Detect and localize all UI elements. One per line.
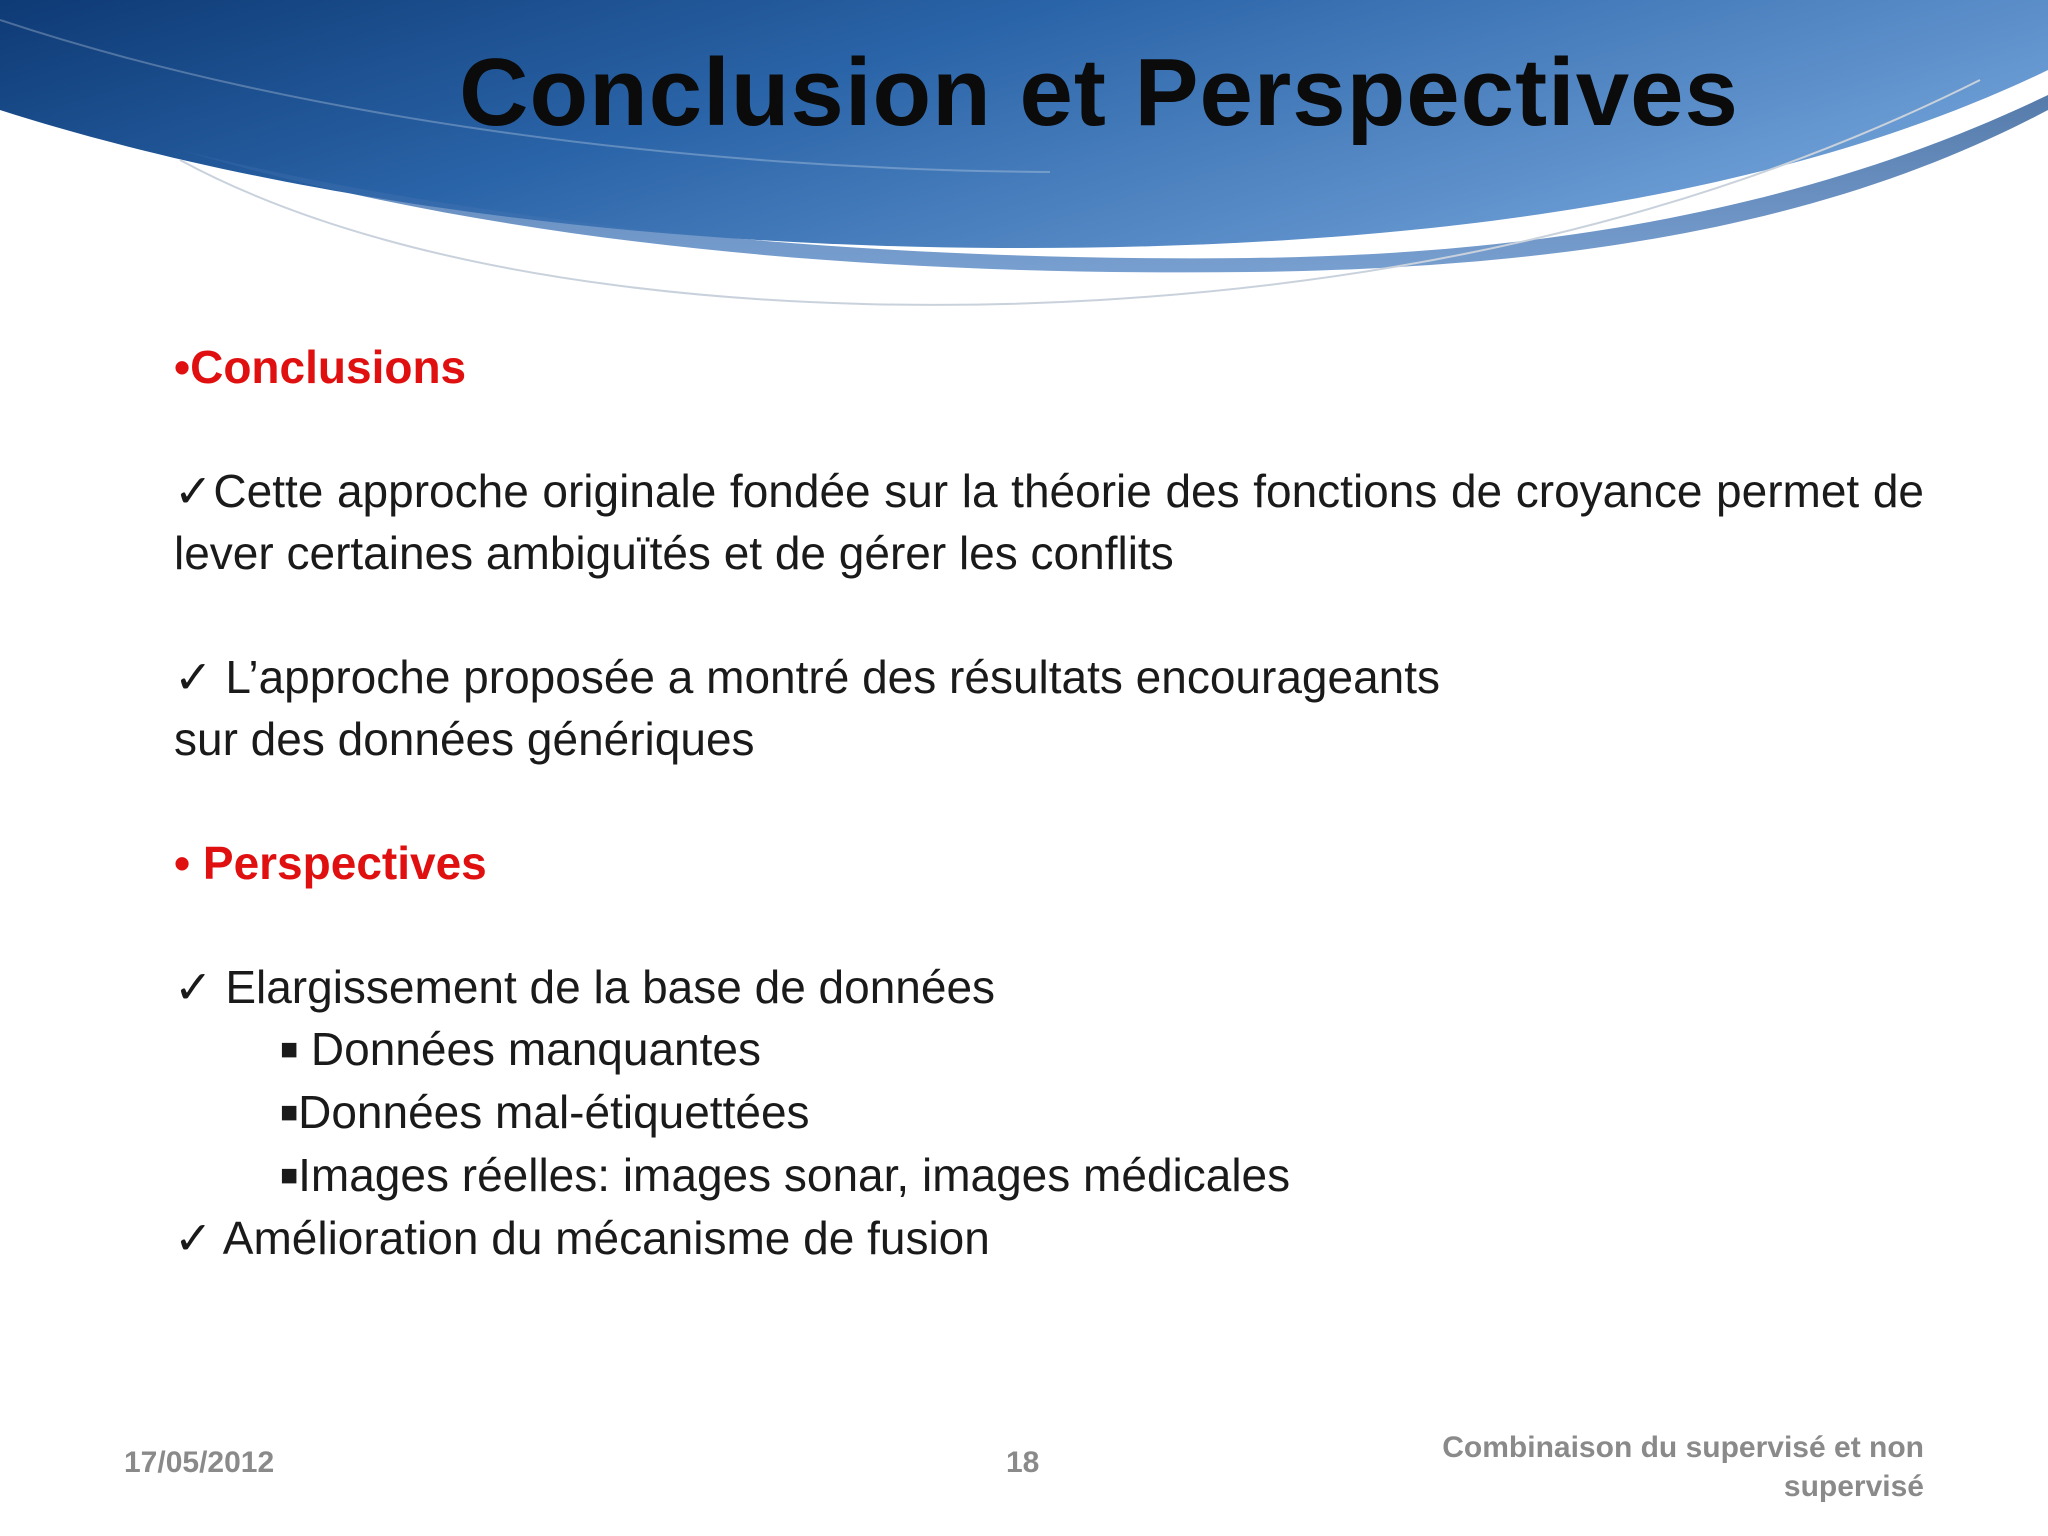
footer-date: 17/05/2012 <box>124 1446 275 1479</box>
spacer <box>174 894 1924 956</box>
footer-presentation-title: Combinaison du supervisé et non supervisé <box>1442 1431 1924 1503</box>
spacer <box>174 770 1924 832</box>
slide-title: Conclusion et Perspectives <box>459 39 1739 146</box>
conclusion-item-2-continuation: sur des données génériques <box>174 713 755 765</box>
footer-page-number: 18 <box>1006 1446 1040 1479</box>
conclusion-item-2: ✓ L’approche proposée a montré des résultats encourageants <box>174 651 1441 703</box>
conclusion-item-1: ✓Cette approche originale fondée sur la théorie des fonctions de croyance permet de lever certaines ambiguïtés et de gérer les conflits <box>174 465 1924 579</box>
perspective-item-2: ✓ Amélioration du mécanisme de fusion <box>174 1212 990 1264</box>
perspective-subitem-1-text: Données manquantes <box>298 1023 761 1075</box>
square-bullet-icon: ■ <box>280 1159 299 1192</box>
slide-body <box>174 336 1924 1269</box>
perspectives-heading: • Perspectives <box>174 837 487 889</box>
perspective-subitem-2 <box>174 1081 1924 1144</box>
spacer <box>174 398 1924 460</box>
conclusions-heading: •Conclusions <box>174 341 467 393</box>
square-bullet-icon: ■ <box>280 1096 299 1129</box>
perspective-subitem-3 <box>174 1144 1924 1207</box>
square-bullet-icon: ■ <box>280 1033 299 1066</box>
perspective-subitem-1 <box>174 1018 1924 1081</box>
perspective-subitem-3-text: Images réelles: images sonar, images médicales <box>298 1149 1291 1201</box>
perspective-item-1: ✓ Elargissement de la base de données <box>174 961 996 1013</box>
spacer <box>174 584 1924 646</box>
perspective-subitem-2-text: Données mal-étiquettées <box>298 1086 810 1138</box>
